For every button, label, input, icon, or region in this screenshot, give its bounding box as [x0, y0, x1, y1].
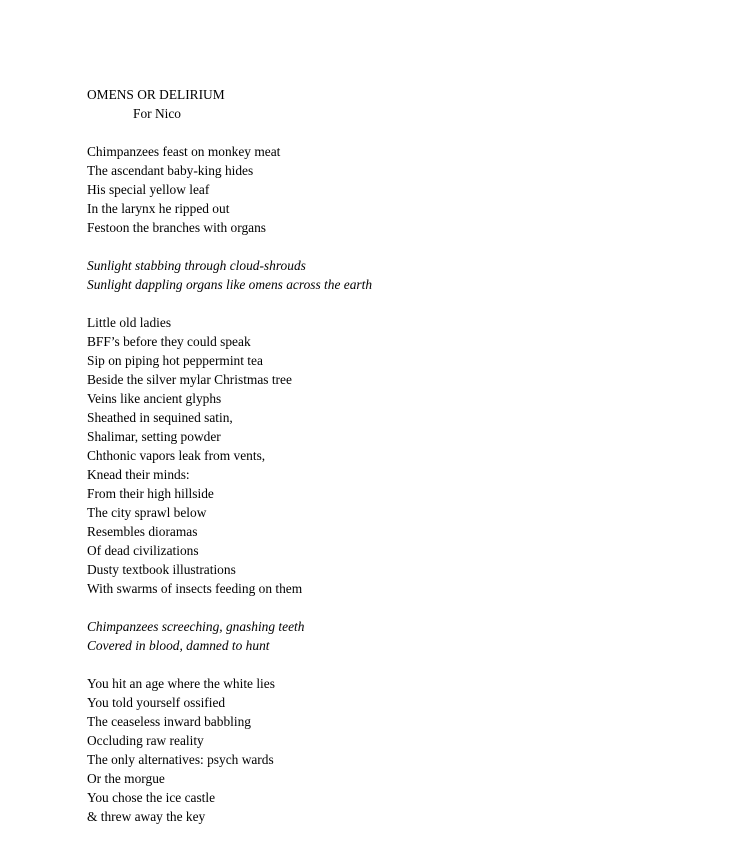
poem-line: Shalimar, setting powder — [87, 429, 221, 444]
stanza-gap — [87, 237, 372, 256]
poem-dedication: For Nico — [133, 106, 181, 121]
poem-line: The ceaseless inward babbling — [87, 714, 251, 729]
stanza-gap — [87, 294, 372, 313]
poem-line: Of dead civilizations — [87, 543, 199, 558]
poem-line: Dusty textbook illustrations — [87, 562, 236, 577]
refrain-2 — [87, 617, 372, 655]
stanza-3 — [87, 674, 372, 826]
poem-line: Beside the silver mylar Christmas tree — [87, 372, 292, 387]
stanza-gap — [87, 598, 372, 617]
refrain-1 — [87, 256, 372, 294]
poem-line: BFF’s before they could speak — [87, 334, 251, 349]
poem-line: Festoon the branches with organs — [87, 220, 267, 235]
poem-line: You chose the ice castle — [87, 790, 216, 805]
poem-line: The ascendant baby-king hides — [87, 163, 254, 178]
poem-line-italic: Covered in blood, damned to hunt — [87, 638, 270, 653]
poem-line-italic: Sunlight stabbing through cloud-shrouds — [87, 258, 306, 273]
poem-line: Sheathed in sequined satin, — [87, 410, 233, 425]
poem-line: Little old ladies — [87, 315, 172, 330]
poem-line: The only alternatives: psych wards — [87, 752, 274, 767]
stanza-gap — [87, 655, 372, 674]
poem-line: Sip on piping hot peppermint tea — [87, 353, 263, 368]
poem-line: Veins like ancient glyphs — [87, 391, 222, 406]
poem-line: From their high hillside — [87, 486, 214, 501]
poem-title: OMENS OR DELIRIUM — [87, 87, 225, 102]
poem-line: The city sprawl below — [87, 505, 207, 520]
stanza-gap — [87, 123, 372, 142]
stanza-1 — [87, 142, 372, 237]
poem-line: Resembles dioramas — [87, 524, 198, 539]
poem-line: You told yourself ossified — [87, 695, 226, 710]
poem-line: Or the morgue — [87, 771, 165, 786]
poem-line: With swarms of insects feeding on them — [87, 581, 303, 596]
poem-line: Chthonic vapors leak from vents, — [87, 448, 266, 463]
poem-line: His special yellow leaf — [87, 182, 210, 197]
poem-line: In the larynx he ripped out — [87, 201, 230, 216]
poem — [87, 85, 372, 826]
poem-line: Chimpanzees feast on monkey meat — [87, 144, 281, 159]
stanza-2 — [87, 313, 372, 598]
poem-line-italic: Chimpanzees screeching, gnashing teeth — [87, 619, 305, 634]
poem-line: Occluding raw reality — [87, 733, 204, 748]
poem-line-italic: Sunlight dappling organs like omens across the earth — [87, 277, 373, 292]
poem-line: & threw away the key — [87, 809, 206, 824]
poem-line: You hit an age where the white lies — [87, 676, 275, 691]
poem-line: Knead their minds: — [87, 467, 190, 482]
